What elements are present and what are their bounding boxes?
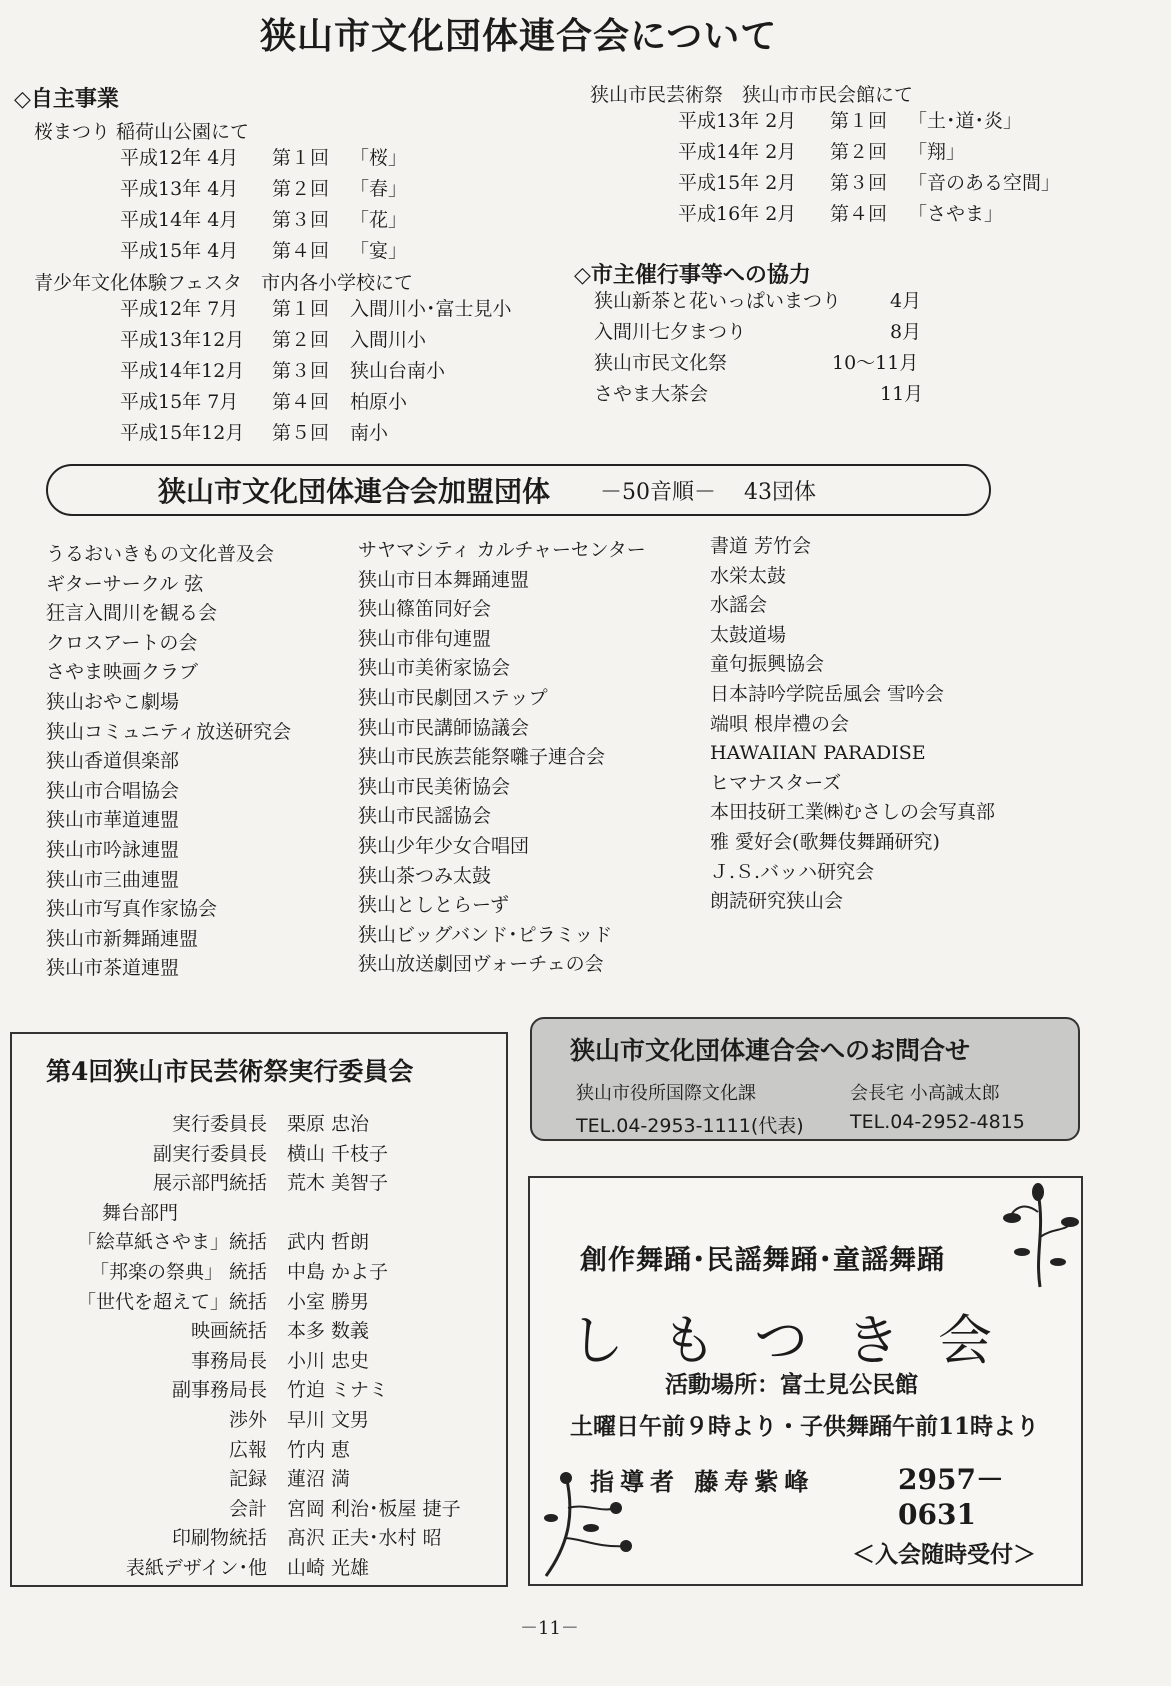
list-item: 狭山市新舞踊連盟 (46, 927, 199, 950)
member-name: 小室 勝男 (287, 1290, 370, 1313)
own-events-heading: ◇自主事業 (14, 86, 119, 112)
list-item: 狭山市民謡協会 (358, 805, 492, 828)
ad-schedule: 土曜日午前９時より・子供舞踊午前11時より (570, 1413, 1040, 1440)
list-item: 狭山市吟詠連盟 (46, 838, 180, 861)
theme: 「桜」 (350, 147, 408, 169)
role: 会計 (228, 1497, 267, 1520)
role: 「世代を超えて」統括 (76, 1290, 267, 1313)
list-item (594, 379, 923, 410)
list-item (678, 137, 1060, 168)
edition: 第１回 (830, 110, 888, 132)
member-name: 武内 哲朗 (287, 1231, 370, 1254)
edition: 第２回 (272, 178, 330, 200)
table-row (72, 1554, 461, 1584)
venue: 入間川小･富士見小 (350, 298, 512, 320)
list-item: サヤマシティ カルチャーセンター (358, 539, 646, 561)
list-item: 書道 芳竹会 (710, 535, 812, 557)
date: 平成14年 2月 (678, 141, 797, 163)
edition: 第４回 (830, 203, 888, 225)
role: 「絵草紙さやま」統括 (76, 1231, 267, 1254)
contact-home-tel: TEL.04-2952-4815 (850, 1111, 1025, 1133)
role: 表紙デザイン･他 (125, 1556, 267, 1579)
list-item: 狭山市民劇団ステップ (358, 686, 548, 709)
banner-count: 43団体 (744, 479, 817, 505)
role: 副実行委員長 (152, 1142, 267, 1165)
table-row (72, 1140, 461, 1170)
theme: 「音のある空間」 (908, 172, 1061, 194)
theme: 「花」 (350, 209, 408, 231)
art-festival-label: 狭山市民芸術祭 狭山市市民会館にて (590, 84, 914, 106)
member-name: 中島 かよ子 (287, 1260, 389, 1283)
art-festival-list (678, 106, 1060, 230)
event-name: 狭山新茶と花いっぱいまつり (594, 290, 842, 312)
ad-group-name: しもつき会 (570, 1309, 1030, 1372)
list-item: 狭山香道倶楽部 (46, 750, 180, 773)
cooperation-list (594, 286, 923, 410)
list-item: 水栄太鼓 (710, 564, 787, 587)
role: 「邦楽の祭典」 統括 (89, 1260, 267, 1283)
list-item (678, 168, 1060, 199)
list-item: 狭山市美術家協会 (358, 657, 511, 680)
member-name: 本多 数義 (287, 1320, 370, 1343)
cooperation-heading: ◇市主催行事等への協力 (574, 262, 811, 288)
table-row (72, 1288, 461, 1318)
date: 平成12年 7月 (120, 298, 239, 320)
list-item: 狭山市茶道連盟 (46, 957, 180, 980)
list-item: 狭山ビッグバンド･ピラミッド (358, 923, 613, 946)
list-item (120, 294, 512, 325)
list-item (120, 325, 512, 356)
venue: 狭山台南小 (350, 360, 446, 382)
table-row (72, 1376, 461, 1406)
table-row (72, 1317, 461, 1347)
date: 平成15年 7月 (120, 391, 239, 413)
member-name: 髙沢 正夫･水村 昭 (287, 1527, 442, 1550)
list-item: 狭山市民族芸能祭囃子連合会 (358, 746, 606, 769)
list-item: ヒマナスターズ (710, 771, 842, 794)
list-item: 端唄 根岸禮の会 (710, 712, 850, 735)
date: 平成15年12月 (120, 422, 245, 444)
role: 印刷物統括 (171, 1527, 267, 1550)
table-row (72, 1347, 461, 1377)
list-item: クロスアートの会 (46, 631, 198, 654)
event-month: 10～11月 (832, 352, 919, 374)
list-item: 狭山少年少女合唱団 (358, 834, 530, 857)
edition: 第４回 (272, 391, 330, 413)
table-row (72, 1199, 461, 1229)
edition: 第２回 (830, 141, 888, 163)
edition: 第５回 (272, 422, 330, 444)
list-item (120, 356, 512, 387)
banner-order: －50音順－ (600, 479, 717, 505)
list-item (120, 205, 407, 236)
table-row (72, 1169, 461, 1199)
role: 映画統括 (190, 1320, 267, 1343)
date: 平成13年12月 (120, 329, 245, 351)
member-name: 荒木 美智子 (287, 1172, 389, 1195)
list-item (120, 174, 407, 205)
list-item (120, 387, 512, 418)
page-number: －11－ (520, 1618, 579, 1639)
list-item: 童句振興協会 (710, 653, 825, 676)
ad-genre: 創作舞踊･民謡舞踊･童謡舞踊 (580, 1245, 945, 1276)
list-item: 水謡会 (710, 594, 768, 617)
role: 渉外 (228, 1408, 267, 1431)
ad-leader: 指導者 藤寿紫峰 (590, 1467, 815, 1496)
youth-list (120, 294, 512, 449)
list-item: 雅 愛好会(歌舞伎舞踊研究) (710, 830, 940, 853)
member-name: 山崎 光雄 (287, 1556, 370, 1579)
table-row (72, 1495, 461, 1525)
list-item (678, 106, 1060, 137)
youth-label: 青少年文化体験フェスタ 市内各小学校にて (34, 272, 414, 294)
list-item: 狭山篠笛同好会 (358, 598, 492, 621)
floral-decoration-icon (1000, 1182, 1080, 1292)
table-row (72, 1524, 461, 1554)
table-row (72, 1436, 461, 1466)
date: 平成15年 4月 (120, 240, 239, 262)
member-groups-banner (46, 464, 991, 516)
list-item (678, 199, 1060, 230)
list-item: 狭山市民講師協議会 (358, 716, 530, 739)
edition: 第３回 (272, 360, 330, 382)
table-row (72, 1465, 461, 1495)
theme: 「土･道･炎」 (908, 110, 1023, 132)
role: 副事務局長 (171, 1379, 267, 1402)
contact-home: 会長宅 小高誠太郎 (850, 1083, 1000, 1104)
list-item: HAWAIIAN PARADISE (710, 742, 926, 765)
list-item (120, 236, 407, 267)
event-month: 8月 (890, 321, 922, 343)
list-item: 狭山茶つみ太鼓 (358, 864, 492, 887)
list-item: 狭山としとらーず (358, 894, 510, 917)
list-item: 狭山おやこ劇場 (46, 690, 180, 713)
list-item: 狭山市写真作家協会 (46, 898, 218, 921)
venue: 南小 (350, 422, 389, 444)
list-item: 狭山市三曲連盟 (46, 868, 180, 891)
members-col-1 (46, 540, 291, 984)
list-item: 狭山市華道連盟 (46, 809, 180, 832)
list-item: 狭山市合唱協会 (46, 779, 180, 802)
list-item: 狂言入間川を観る会 (46, 602, 218, 625)
list-item: さやま映画クラブ (46, 661, 199, 684)
list-item: Ｊ.Ｓ.バッハ研究会 (710, 860, 875, 883)
theme: 「宴」 (350, 240, 408, 262)
date: 平成14年12月 (120, 360, 245, 382)
event-name: さやま大茶会 (594, 383, 709, 405)
ad-phone: 2957－0631 (898, 1463, 1004, 1531)
edition: 第３回 (272, 209, 330, 231)
members-col-2 (358, 536, 646, 980)
ad-place: 活動場所：富士見公民館 (665, 1371, 918, 1398)
date: 平成12年 4月 (120, 147, 239, 169)
theme: 「翔」 (908, 141, 966, 163)
committee-title: 第4回狭山市民芸術祭実行委員会 (46, 1057, 414, 1086)
sakura-list (120, 143, 407, 267)
role: 実行委員長 (171, 1113, 267, 1135)
member-name: 早川 文男 (287, 1408, 370, 1431)
edition: 第１回 (272, 147, 330, 169)
date: 平成16年 2月 (678, 203, 797, 225)
contact-office: 狭山市役所国際文化課 (576, 1083, 756, 1104)
theme: 「さやま」 (908, 203, 1004, 225)
contact-box (530, 1017, 1080, 1141)
edition: 第４回 (272, 240, 330, 262)
list-item: ギターサークル 弦 (46, 572, 204, 595)
sakura-label: 桜まつり 稲荷山公園にて (34, 121, 250, 143)
event-month: 11月 (880, 383, 924, 405)
list-item: 狭山市民美術協会 (358, 775, 511, 798)
member-name: 小川 忠史 (287, 1349, 370, 1372)
table-row (72, 1110, 461, 1140)
member-name: 宮岡 利治･板屋 捷子 (287, 1497, 461, 1520)
list-item: 狭山コミュニティ放送研究会 (46, 720, 292, 743)
shimotsuki-ad (528, 1176, 1083, 1586)
contact-title: 狭山市文化団体連合会へのお問合せ (570, 1036, 971, 1065)
list-item (120, 143, 407, 174)
event-name: 入間川七夕まつり (594, 321, 747, 343)
committee-list (72, 1110, 461, 1584)
list-item: 狭山市日本舞踊連盟 (358, 568, 530, 591)
list-item: 狭山放送劇団ヴォーチェの会 (358, 953, 604, 976)
edition: 第１回 (272, 298, 330, 320)
list-item (594, 348, 923, 379)
member-name: 竹迫 ミナミ (287, 1379, 389, 1402)
member-name: 栗原 忠治 (287, 1113, 370, 1135)
list-item (120, 418, 512, 449)
page-title: 狭山市文化団体連合会について (260, 15, 778, 57)
role: 事務局長 (190, 1349, 267, 1372)
list-item: うるおいきもの文化普及会 (46, 543, 275, 565)
edition: 第３回 (830, 172, 888, 194)
event-month: 4月 (890, 290, 922, 312)
date: 平成14年 4月 (120, 209, 239, 231)
list-item: 朗読研究狭山会 (710, 890, 844, 913)
list-item: 狭山市俳句連盟 (358, 627, 492, 650)
role: 展示部門統括 (152, 1172, 267, 1195)
contact-office-tel: TEL.04-2953-1111(代表) (576, 1115, 804, 1137)
member-name: 蓮沼 満 (287, 1468, 351, 1491)
list-item (594, 317, 923, 348)
list-item: 太鼓道場 (710, 623, 787, 646)
list-item: 本田技研工業㈱むさしの会写真部 (710, 801, 996, 824)
member-name: 横山 千枝子 (287, 1142, 389, 1165)
theme: 「春」 (350, 178, 408, 200)
venue: 柏原小 (350, 391, 408, 413)
member-name: 竹内 恵 (287, 1438, 351, 1461)
date: 平成15年 2月 (678, 172, 797, 194)
banner-title: 狭山市文化団体連合会加盟団体 (158, 475, 551, 508)
table-row (72, 1258, 461, 1288)
list-item (594, 286, 923, 317)
ad-welcome: ＜入会随時受付＞ (852, 1541, 1036, 1568)
committee-box (10, 1032, 508, 1587)
event-name: 狭山市民文化祭 (594, 352, 728, 374)
list-item: 日本詩吟学院岳風会 雪吟会 (710, 682, 945, 705)
role: 舞台部門 (102, 1201, 179, 1224)
members-col-3 (710, 532, 995, 917)
table-row (72, 1228, 461, 1258)
role: 記録 (228, 1468, 267, 1491)
table-row (72, 1406, 461, 1436)
edition: 第２回 (272, 329, 330, 351)
date: 平成13年 2月 (678, 110, 797, 132)
date: 平成13年 4月 (120, 178, 239, 200)
role: 広報 (228, 1438, 267, 1461)
venue: 入間川小 (350, 329, 427, 351)
